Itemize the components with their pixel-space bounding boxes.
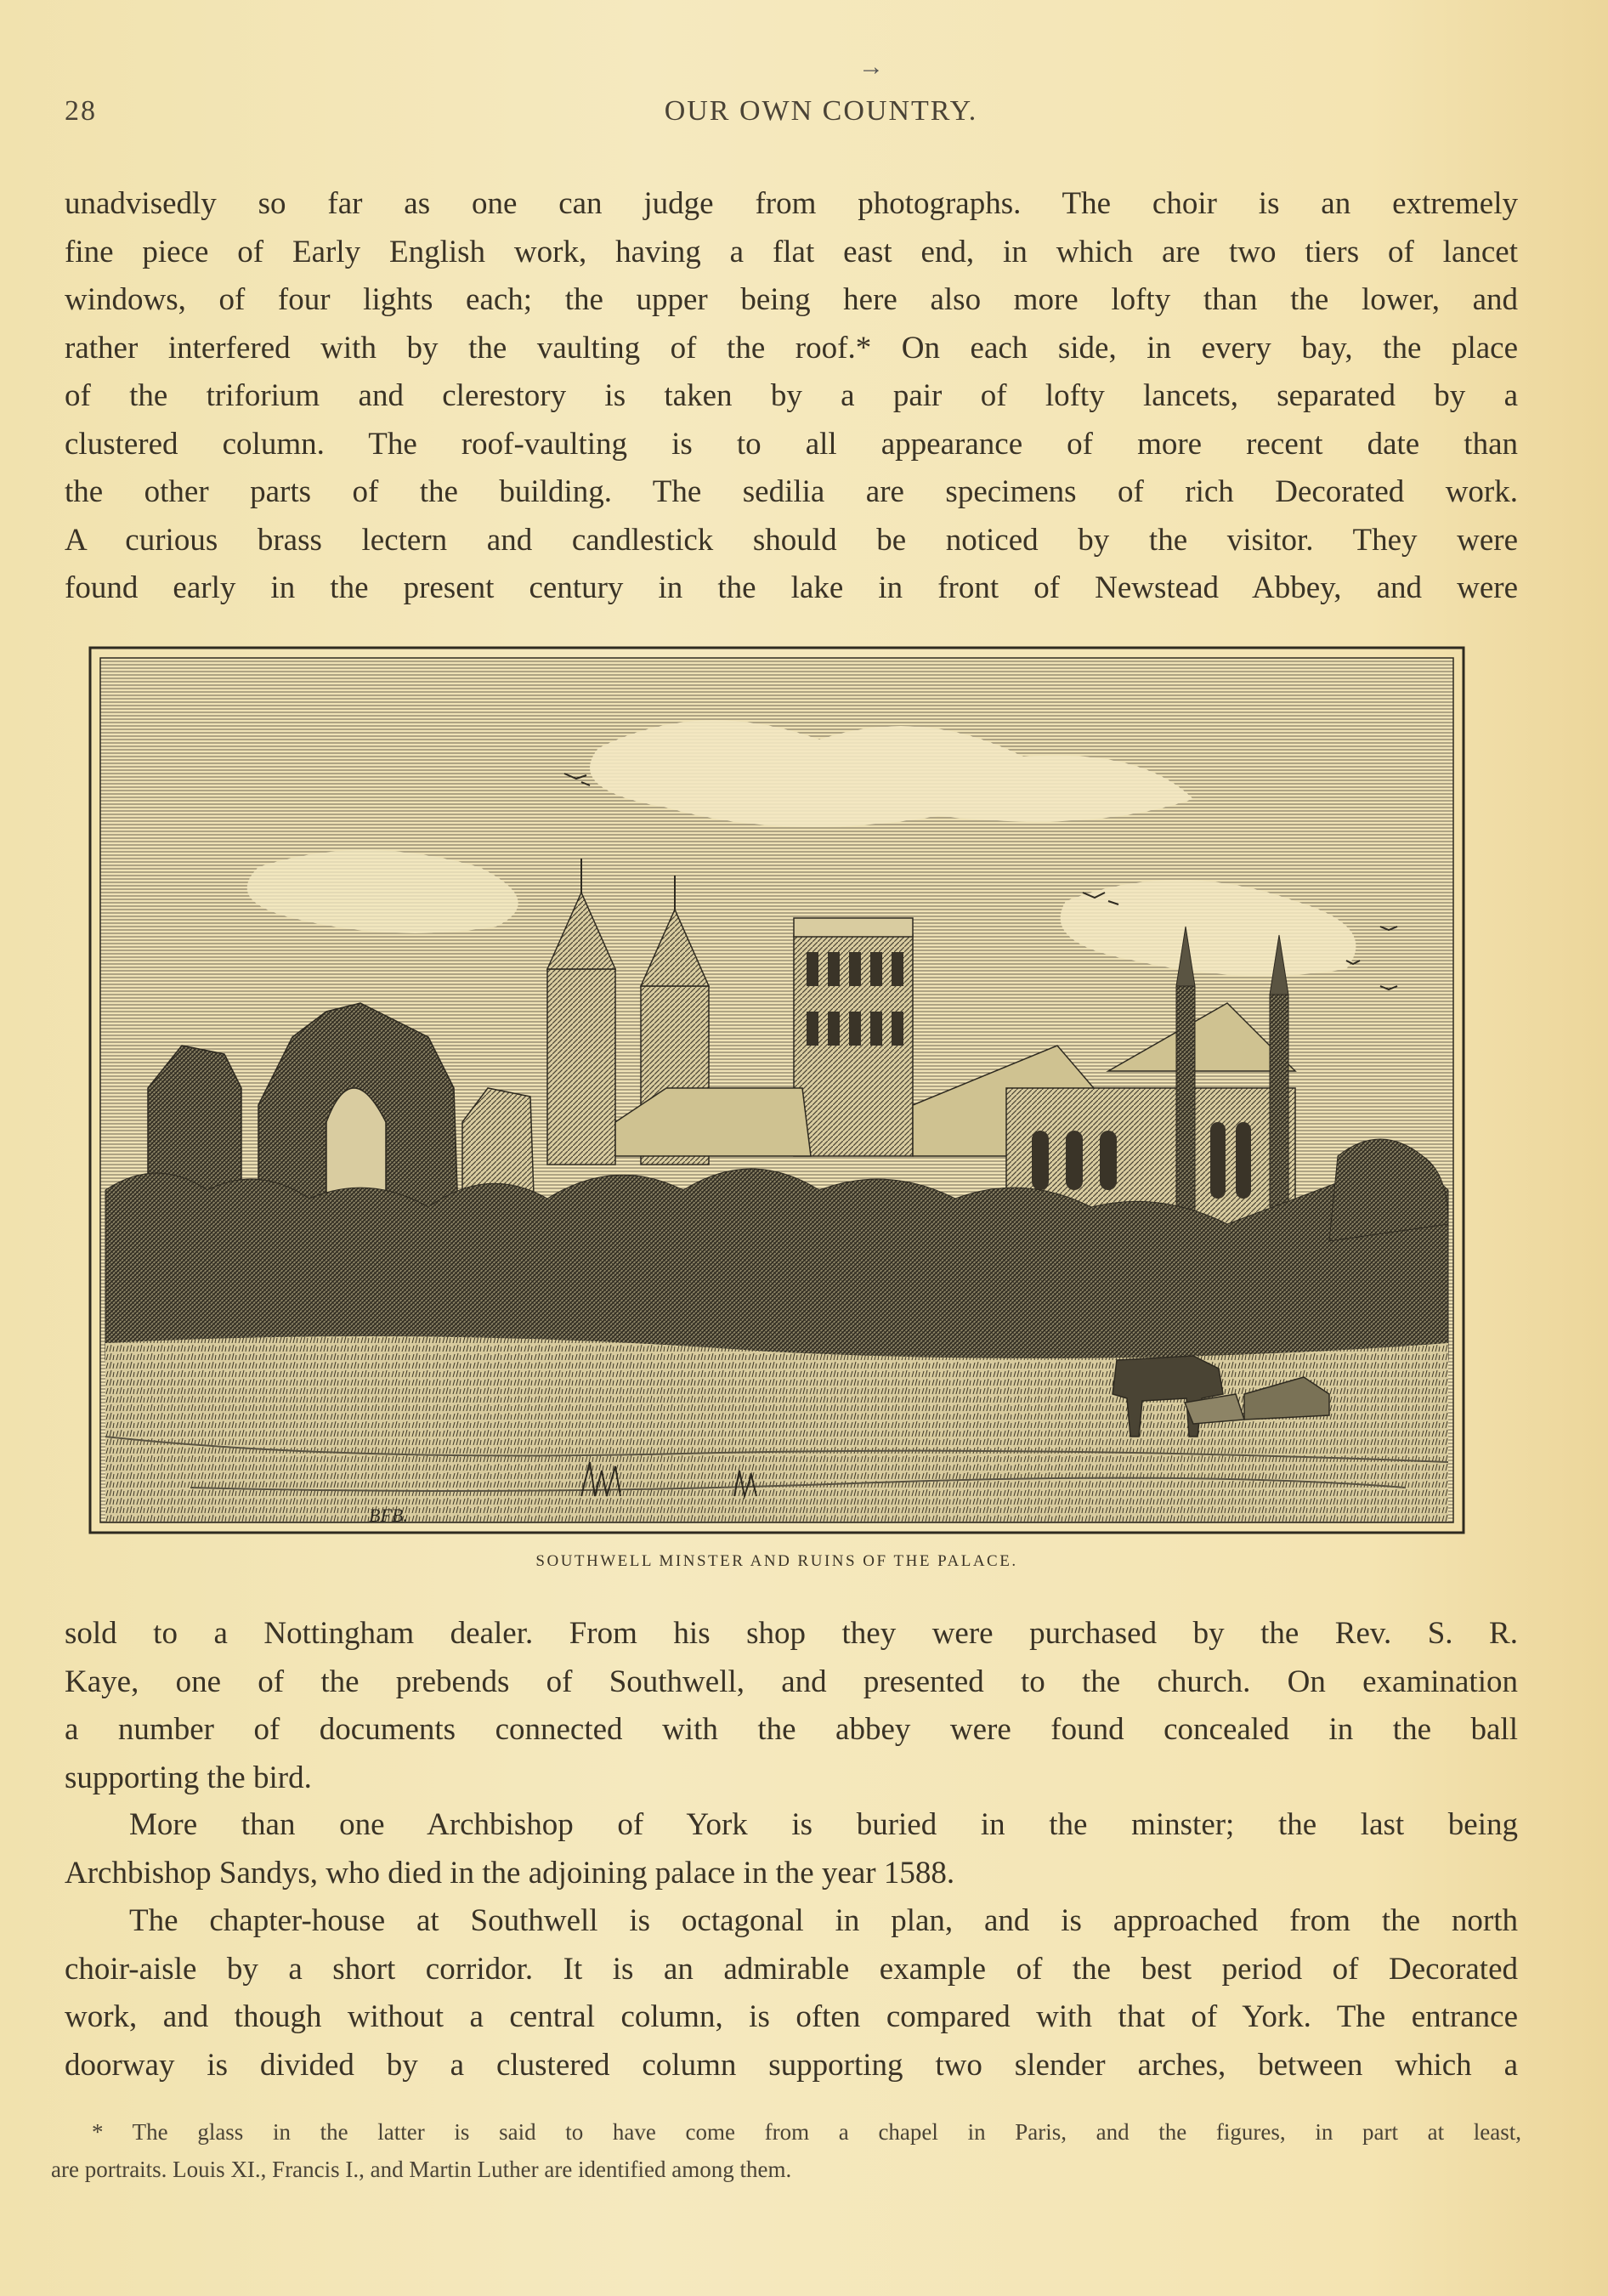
text-line: Archbishop Sandys, who died in the adjoining palace in the year 1588. bbox=[65, 1855, 955, 1891]
text-line: Kaye, one of the prebends of Southwell, and presented to the church. On examination bbox=[65, 1664, 1518, 1699]
text-line: unadvisedly so far as one can judge from photographs. The choir is an extremely bbox=[65, 186, 1518, 221]
text-line: of the triforium and clerestory is taken by a pair of lofty lancets, separated by a bbox=[65, 378, 1518, 413]
paragraph-4 bbox=[65, 1897, 1518, 2089]
text-line: windows, of four lights each; the upper being here also more lofty than the lower, and bbox=[65, 282, 1518, 317]
text-line: work, and though without a central column, is often compared with that of York. The entrance bbox=[65, 1999, 1518, 2034]
running-head bbox=[65, 95, 1509, 138]
text-line: a number of documents connected with the abbey were found concealed in the ball bbox=[65, 1712, 1518, 1747]
text-line: clustered column. The roof-vaulting is to all appearance of more recent date than bbox=[65, 426, 1518, 462]
text-line: found early in the present century in the lake in front of Newstead Abbey, and were bbox=[65, 570, 1518, 605]
text-line: The chapter-house at Southwell is octagonal in plan, and is approached from the north bbox=[129, 1903, 1518, 1938]
text-line: doorway is divided by a clustered column supporting two slender arches, between which a bbox=[65, 2047, 1518, 2083]
text-line: the other parts of the building. The sedilia are specimens of rich Decorated work. bbox=[65, 474, 1518, 509]
engraving-illustration bbox=[88, 646, 1465, 1534]
paragraph-3 bbox=[65, 1801, 1518, 1897]
text-line: More than one Archbishop of York is buried in the minster; the last being bbox=[129, 1807, 1518, 1842]
text-line: fine piece of Early English work, having a flat east end, in which are two tiers of lancet bbox=[65, 234, 1518, 269]
engraver-signature: BFB. bbox=[369, 1505, 408, 1526]
footnote-line: * The glass in the latter is said to have come from a chapel in Paris, and the figures, in part at least, bbox=[92, 2119, 1521, 2145]
figure-caption: SOUTHWELL MINSTER AND RUINS OF THE PALACE. bbox=[535, 1552, 1018, 1570]
paragraph-1 bbox=[65, 180, 1518, 613]
engraving-figure bbox=[88, 646, 1465, 1534]
running-title: OUR OWN COUNTRY. bbox=[664, 95, 978, 127]
paragraph-2 bbox=[65, 1610, 1518, 1802]
text-line: choir-aisle by a short corridor. It is an admirable example of the best period of Decorated bbox=[65, 1951, 1518, 1987]
text-line: A curious brass lectern and candlestick should be noticed by the visitor. They were bbox=[65, 522, 1518, 558]
footnote-line: are portraits. Louis XI., Francis I., and Martin Luther are identified among them. bbox=[51, 2157, 792, 2182]
text-line: rather interfered with by the vaulting of the roof.* On each side, in every bay, the place bbox=[65, 330, 1518, 366]
page-number: 28 bbox=[65, 95, 97, 127]
text-line: supporting the bird. bbox=[65, 1760, 312, 1795]
footnote bbox=[51, 2113, 1521, 2188]
text-line: sold to a Nottingham dealer. From his shop they were purchased by the Rev. S. R. bbox=[65, 1616, 1518, 1651]
page-mark: → bbox=[858, 53, 884, 81]
